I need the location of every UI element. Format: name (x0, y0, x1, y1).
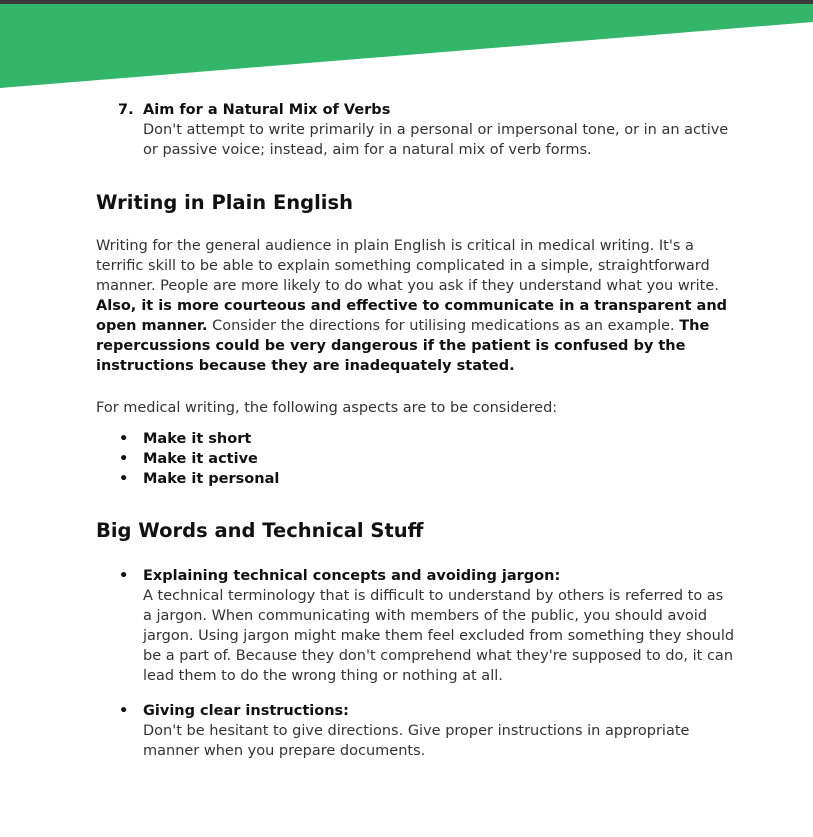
list-item (96, 429, 736, 449)
bullet-icon: • (119, 471, 129, 487)
topic-text: A technical terminology that is difficult to understand by others is referred to as a jargon. When communicating with members of the public, you should avoid jargon. Using jargon might make them feel excluded from something they should be a part of. Because they don't comprehend what they're supposed to do, it can lead them to do the wrong thing or nothing at all. (143, 588, 735, 684)
plain-english-paragraph (96, 236, 736, 376)
list-item (96, 701, 736, 761)
paragraph-text: Consider the directions for utilising medications as an example. (207, 318, 680, 334)
list-item-label: Make it short (143, 431, 252, 447)
aspects-list (96, 429, 736, 489)
list-item (96, 449, 736, 469)
list-item-text: Don't attempt to write primarily in a personal or impersonal tone, or in an active or passive voice; instead, aim for a natural mix of verb forms. (143, 122, 729, 158)
topic-text: Don't be hesitant to give directions. Give proper instructions in appropriate manner when you prepare documents. (143, 723, 690, 759)
heading-big-words: Big Words and Technical Stuff (96, 519, 424, 542)
bullet-icon: • (119, 568, 129, 584)
paragraph-bold-text: Also, it is more courteous and effective to communicate in a transparent and open manner. (96, 298, 728, 334)
banner-shape (0, 4, 813, 88)
bullet-icon: • (119, 703, 129, 719)
list-item (96, 566, 736, 686)
aspects-intro-paragraph: For medical writing, the following aspects are to be considered: (96, 400, 558, 416)
topic-title: Explaining technical concepts and avoiding jargon: (143, 568, 561, 584)
bullet-icon: • (119, 431, 129, 447)
technical-topics-list (96, 566, 736, 761)
paragraph-bold-text: The repercussions could be very dangerous if the patient is confused by the instructions because they are inadequately stated. (96, 318, 710, 374)
list-item-label: Make it personal (143, 471, 280, 487)
document-body (96, 100, 736, 776)
list-item-label: Make it active (143, 451, 258, 467)
heading-plain-english: Writing in Plain English (96, 191, 353, 214)
list-item-title: Aim for a Natural Mix of Verbs (143, 102, 391, 118)
numbered-list-item (96, 100, 736, 160)
list-number: 7. (118, 102, 134, 118)
list-item (96, 469, 736, 489)
paragraph-text: Writing for the general audience in plain English is critical in medical writing. It's a terrific skill to be able to explain something complicated in a simple, straightforward manner. People are more likely to do what you ask if they understand what you write. (96, 238, 719, 294)
green-header-banner (0, 0, 813, 90)
topic-title: Giving clear instructions: (143, 703, 349, 719)
bullet-icon: • (119, 451, 129, 467)
